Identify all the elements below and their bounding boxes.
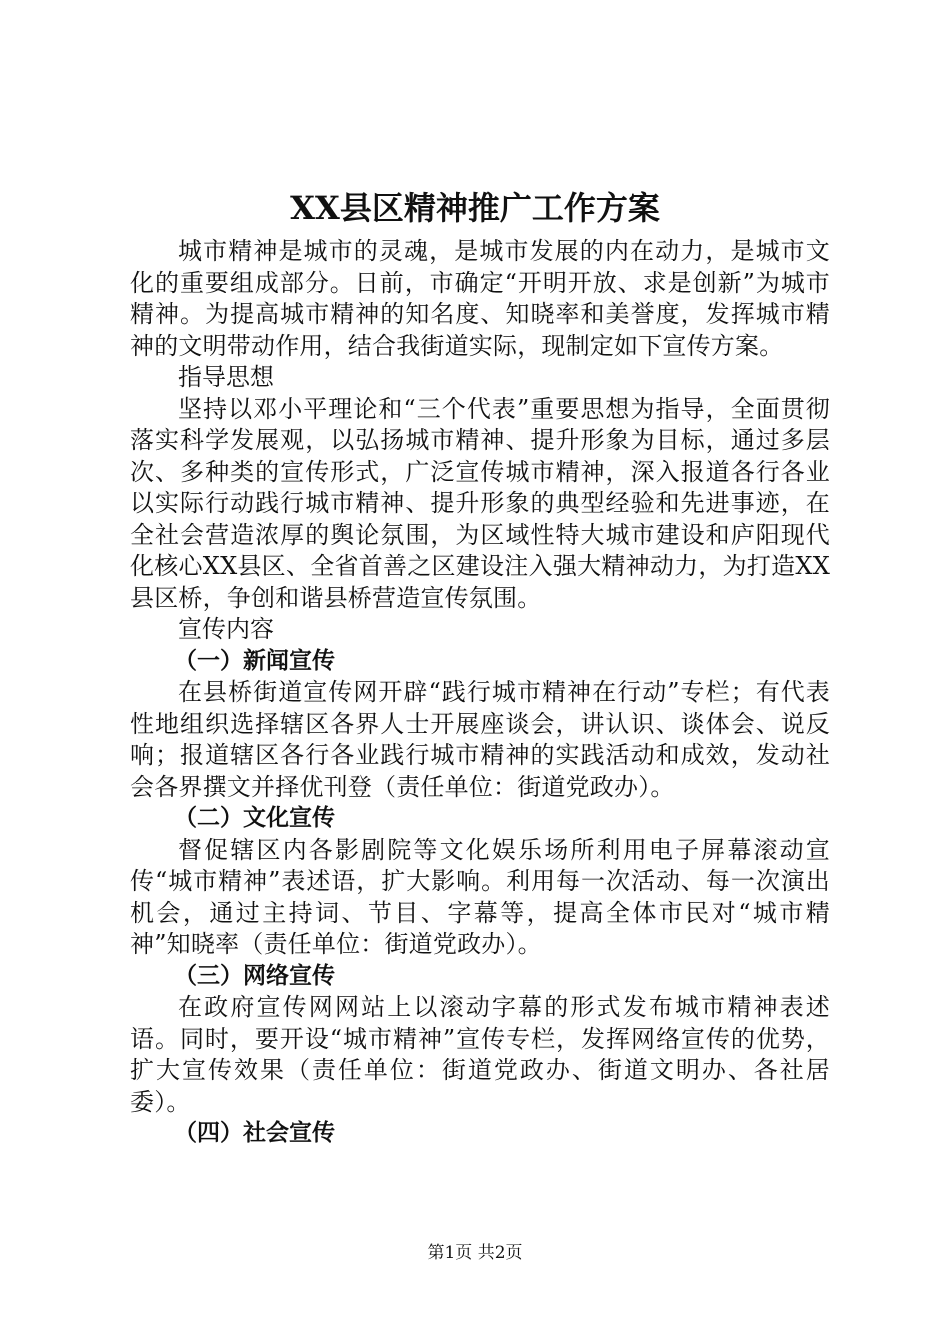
network-publicity-paragraph: 在政府宣传网网站上以滚动字幕的形式发布城市精神表述语。同时，要开设“城市精神”宣传专栏，发挥网络宣传的优势，扩大宣传效果（责任单位：街道党政办、街道文明办、各社居委）。 bbox=[130, 993, 830, 1116]
subheading-news-publicity: （一）新闻宣传 bbox=[174, 647, 335, 674]
page-indicator: 第1页 共2页 bbox=[427, 1243, 523, 1263]
intro-paragraph: 城市精神是城市的灵魂，是城市发展的内在动力，是城市文化的重要组成部分。日前，市确定“开明开放、求是创新”为城市精神。为提高城市精神的知名度、知晓率和美誉度，发挥城市精神的文明带动作用，结合我街道实际，现制定如下宣传方案。 bbox=[130, 237, 830, 360]
section-heading-guiding-ideology: 指导思想 bbox=[178, 363, 274, 391]
news-publicity-paragraph: 在县桥街道宣传网开辟“践行城市精神在行动”专栏；有代表性地组织选择辖区各界人士开展座谈会，讲认识、谈体会、说反响；报道辖区各行各业践行城市精神的实践活动和成效，发动社会各界撰文并择优刊登（责任单位：街道党政办）。 bbox=[130, 678, 830, 801]
subheading-social-publicity: （四）社会宣传 bbox=[174, 1120, 335, 1146]
guiding-ideology-paragraph: 坚持以邓小平理论和“三个代表”重要思想为指导，全面贯彻落实科学发展观，以弘扬城市精神、提升形象为目标，通过多层次、多种类的宣传形式，广泛宣传城市精神，深入报道各行各业以实际行动践行城市精神、提升形象的典型经验和先进事迹，在全社会营造浓厚的舆论氛围，为区域性特大城市建设和庐阳现代化核心XX县区、全省首善之区建设注入强大精神动力，为打造XX县区桥，争创和谐县桥营造宣传氛围。 bbox=[130, 394, 830, 612]
culture-publicity-paragraph: 督促辖区内各影剧院等文化娱乐场所利用电子屏幕滚动宣传“城市精神”表述语，扩大影响。利用每一次活动、每一次演出机会，通过主持词、节目、字幕等，提高全体市民对“城市精神”知晓率（责任单位：街道党政办）。 bbox=[130, 835, 830, 958]
subheading-network-publicity: （三）网络宣传 bbox=[174, 962, 335, 989]
section-heading-publicity-content: 宣传内容 bbox=[178, 615, 274, 643]
document-title: XX县区精神推广工作方案 bbox=[290, 189, 660, 227]
document-body bbox=[130, 236, 830, 1150]
subheading-culture-publicity: （二）文化宣传 bbox=[174, 805, 335, 831]
